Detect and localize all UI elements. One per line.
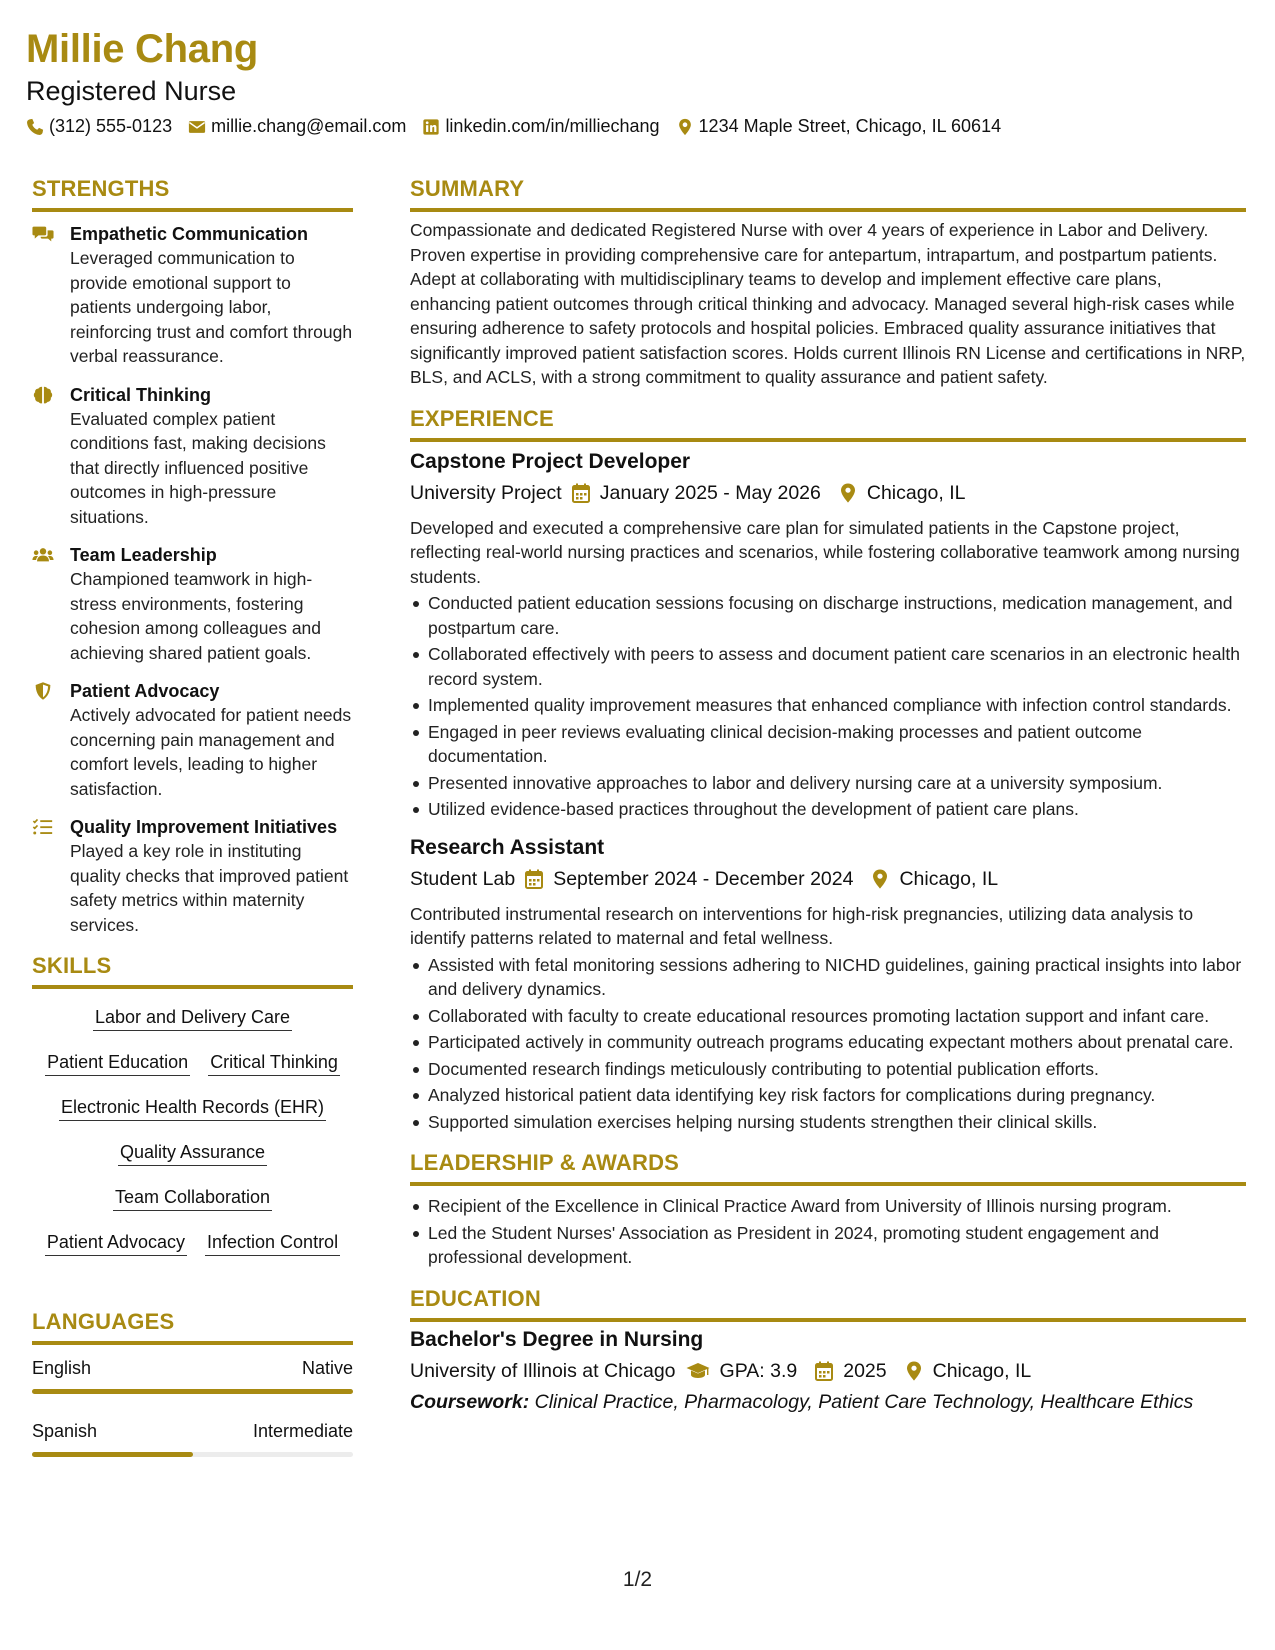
education-heading: EDUCATION xyxy=(410,1285,541,1311)
language-name: Spanish xyxy=(32,1421,98,1441)
list-check-icon xyxy=(32,817,54,837)
skills-list xyxy=(32,999,353,1275)
leadership-heading: LEADERSHIP & AWARDS xyxy=(410,1150,680,1175)
school-name: University of Illinois at Chicago xyxy=(410,1359,676,1382)
strength-item xyxy=(32,222,353,369)
list-item: Engaged in peer reviews evaluating clinical decision-making processes and patient outcome documentation. xyxy=(410,720,1246,769)
job-title: Research Assistant xyxy=(410,835,605,859)
job-dates: January 2025 - May 2026 xyxy=(599,481,821,504)
section-divider xyxy=(410,438,1246,442)
strength-title: Quality Improvement Initiatives xyxy=(70,817,338,837)
graduation-year: 2025 xyxy=(843,1359,887,1382)
strength-item xyxy=(32,383,353,530)
strength-description: Leveraged communication to provide emotional support to patients undergoing labor, reinforcing trust and comfort through verbal reassurance. xyxy=(70,248,353,366)
contact-info xyxy=(26,116,1246,137)
language-level-bar xyxy=(32,1452,353,1457)
skill-tag: Patient Advocacy xyxy=(45,1230,187,1256)
strength-description: Evaluated complex patient conditions fast, making decisions that directly influenced positive outcomes in high-pressure situations. xyxy=(70,408,326,527)
right-column xyxy=(410,174,1246,1416)
gpa: GPA: 3.9 xyxy=(719,1359,798,1382)
strength-description: Played a key role in instituting quality checks that improved patient safety metrics within maternity services. xyxy=(70,841,349,935)
page-number: 1/2 xyxy=(622,1568,653,1591)
job-description: Contributed instrumental research on interventions for high-risk pregnancies, utilizing data analysis to identify patterns related to maternal and fetal wellness. xyxy=(410,903,1194,948)
leadership-bullets xyxy=(410,1194,1246,1270)
skill-tag: Labor and Delivery Care xyxy=(93,1005,292,1031)
skills-section xyxy=(32,951,353,1275)
contact-linkedin[interactable] xyxy=(422,116,659,137)
list-item: Recipient of the Excellence in Clinical Practice Award from University of Illinois nursing program. xyxy=(410,1194,1246,1219)
job-bullets xyxy=(410,591,1246,822)
experience-section xyxy=(410,404,1246,1135)
calendar-icon xyxy=(572,483,590,503)
users-icon xyxy=(32,545,54,565)
skill-tag: Quality Assurance xyxy=(118,1140,267,1166)
language-level-bar xyxy=(32,1389,353,1394)
school-location: Chicago, IL xyxy=(932,1359,1032,1382)
language-item xyxy=(32,1355,353,1381)
language-name: English xyxy=(32,1358,92,1378)
strength-description: Championed teamwork in high-stress environments, fostering cohesion among colleagues and achieving shared patient goals. xyxy=(70,569,322,663)
job-entry xyxy=(410,448,1246,822)
envelope-icon xyxy=(188,118,206,136)
language-item xyxy=(32,1418,353,1444)
coursework xyxy=(410,1388,1246,1416)
strength-title: Patient Advocacy xyxy=(70,681,220,701)
language-level-fill xyxy=(32,1452,193,1457)
linkedin-text: linkedin.com/in/milliechang xyxy=(445,116,660,136)
job-organization: University Project xyxy=(410,481,562,504)
job-meta xyxy=(410,478,1246,508)
job-organization: Student Lab xyxy=(410,867,516,890)
map-pin-icon xyxy=(905,1361,923,1381)
degree-title: Bachelor's Degree in Nursing xyxy=(410,1327,704,1351)
skill-tag: Infection Control xyxy=(205,1230,340,1256)
phone-text: (312) 555-0123 xyxy=(49,116,173,136)
summary-section xyxy=(410,174,1246,390)
list-item: Supported simulation exercises helping nursing students strengthen their clinical skills. xyxy=(410,1110,1246,1135)
list-item: Assisted with fetal monitoring sessions adhering to NICHD guidelines, gaining practical insights into labor and delivery dynamics. xyxy=(410,953,1246,1002)
section-divider xyxy=(32,1341,353,1345)
candidate-name: Millie Chang xyxy=(26,27,258,71)
job-description: Developed and executed a comprehensive care plan for simulated patients in the Capstone project, reflecting real-world nursing practices and scenarios, while fostering collaborative teamwork among nursing students. xyxy=(410,517,1240,587)
skill-tag: Electronic Health Records (EHR) xyxy=(59,1095,326,1121)
map-pin-icon xyxy=(871,869,889,889)
strength-item xyxy=(32,815,353,937)
section-divider xyxy=(410,1318,1246,1322)
resume-header xyxy=(26,24,1246,137)
map-pin-icon xyxy=(676,118,694,136)
calendar-icon xyxy=(525,869,543,889)
phone-icon xyxy=(26,118,44,136)
education-meta xyxy=(410,1356,1246,1386)
graduation-cap-icon xyxy=(686,1361,710,1381)
section-divider xyxy=(410,208,1246,212)
section-divider xyxy=(410,1182,1246,1186)
job-bullets xyxy=(410,953,1246,1135)
coursework-list: Clinical Practice, Pharmacology, Patient Care Technology, Healthcare Ethics xyxy=(534,1390,1194,1413)
contact-address xyxy=(676,116,1002,137)
job-entry xyxy=(410,834,1246,1135)
section-divider xyxy=(32,985,353,989)
email-text: millie.chang@email.com xyxy=(211,116,407,136)
candidate-title: Registered Nurse xyxy=(26,76,237,106)
list-item: Led the Student Nurses' Association as President in 2024, promoting student engagement and professional development. xyxy=(410,1221,1246,1270)
job-title: Capstone Project Developer xyxy=(410,449,691,473)
list-item: Collaborated with faculty to create educational resources promoting lactation support and infant care. xyxy=(410,1004,1246,1029)
coursework-label: Coursework: xyxy=(410,1390,530,1413)
experience-heading: EXPERIENCE xyxy=(410,405,554,431)
job-location: Chicago, IL xyxy=(866,481,966,504)
strength-title: Team Leadership xyxy=(70,545,217,565)
skill-tag: Critical Thinking xyxy=(208,1050,340,1076)
strength-item xyxy=(32,679,353,801)
leadership-section xyxy=(410,1148,1246,1270)
summary-heading: SUMMARY xyxy=(410,176,525,201)
strength-title: Empathetic Communication xyxy=(70,224,309,244)
skills-heading: SKILLS xyxy=(32,953,112,978)
skill-tag: Team Collaboration xyxy=(113,1185,272,1211)
strength-description: Actively advocated for patient needs concerning pain management and comfort levels, leading to higher satisfaction. xyxy=(70,705,352,799)
strength-item xyxy=(32,543,353,665)
section-divider xyxy=(32,208,353,212)
list-item: Utilized evidence-based practices throughout the development of patient care plans. xyxy=(410,797,1246,822)
calendar-icon xyxy=(815,1361,833,1381)
job-dates: September 2024 - December 2024 xyxy=(553,867,854,890)
skill-tag: Patient Education xyxy=(45,1050,190,1076)
linkedin-icon xyxy=(422,118,440,136)
list-item: Conducted patient education sessions focusing on discharge instructions, medication management, and postpartum care. xyxy=(410,591,1246,640)
list-item: Participated actively in community outreach programs educating expectant mothers about prenatal care. xyxy=(410,1030,1246,1055)
contact-email[interactable] xyxy=(188,116,406,137)
list-item: Implemented quality improvement measures that enhanced compliance with infection control standards. xyxy=(410,693,1246,718)
job-location: Chicago, IL xyxy=(899,867,999,890)
contact-phone[interactable] xyxy=(26,116,172,137)
list-item: Documented research findings meticulously contributing to potential publication efforts. xyxy=(410,1057,1246,1082)
brain-icon xyxy=(32,385,54,405)
comments-icon xyxy=(32,224,54,244)
strength-title: Critical Thinking xyxy=(70,384,212,405)
strengths-section xyxy=(32,174,353,937)
address-text: 1234 Maple Street, Chicago, IL 60614 xyxy=(698,116,1002,136)
summary-text: Compassionate and dedicated Registered Nurse with over 4 years of experience in Labor and Delivery. Proven expertise in providing comprehensive care for antepartum, intrapartum, and postpartum patients. Adept at collaborating with multidisciplinary teams to develop and implement effective care plans, enhancing patient outcomes through critical thinking and advocacy. Managed several high-risk cases while ensuring adherence to safety protocols and hospital policies. Embraced quality assurance initiatives that significantly improved patient satisfaction scores. Holds current Illinois RN License and certifications in NRP, BLS, and ACLS, with a strong commitment to quality assurance and patient safety. xyxy=(410,220,1246,387)
language-level: Native xyxy=(301,1358,353,1378)
language-level: Intermediate xyxy=(252,1421,353,1441)
languages-heading: LANGUAGES xyxy=(32,1309,175,1334)
language-level-fill xyxy=(32,1389,353,1394)
strengths-heading: STRENGTHS xyxy=(32,176,170,201)
map-pin-icon xyxy=(839,483,857,503)
left-column xyxy=(32,174,353,1481)
languages-section xyxy=(32,1307,353,1457)
list-item: Collaborated effectively with peers to assess and document patient care scenarios in an electronic health record system. xyxy=(410,642,1246,691)
shield-icon xyxy=(32,681,54,701)
list-item: Analyzed historical patient data identifying key risk factors for complications during pregnancy. xyxy=(410,1083,1246,1108)
job-meta xyxy=(410,864,1246,894)
list-item: Presented innovative approaches to labor and delivery nursing care at a university symposium. xyxy=(410,771,1246,796)
education-section xyxy=(410,1284,1246,1416)
